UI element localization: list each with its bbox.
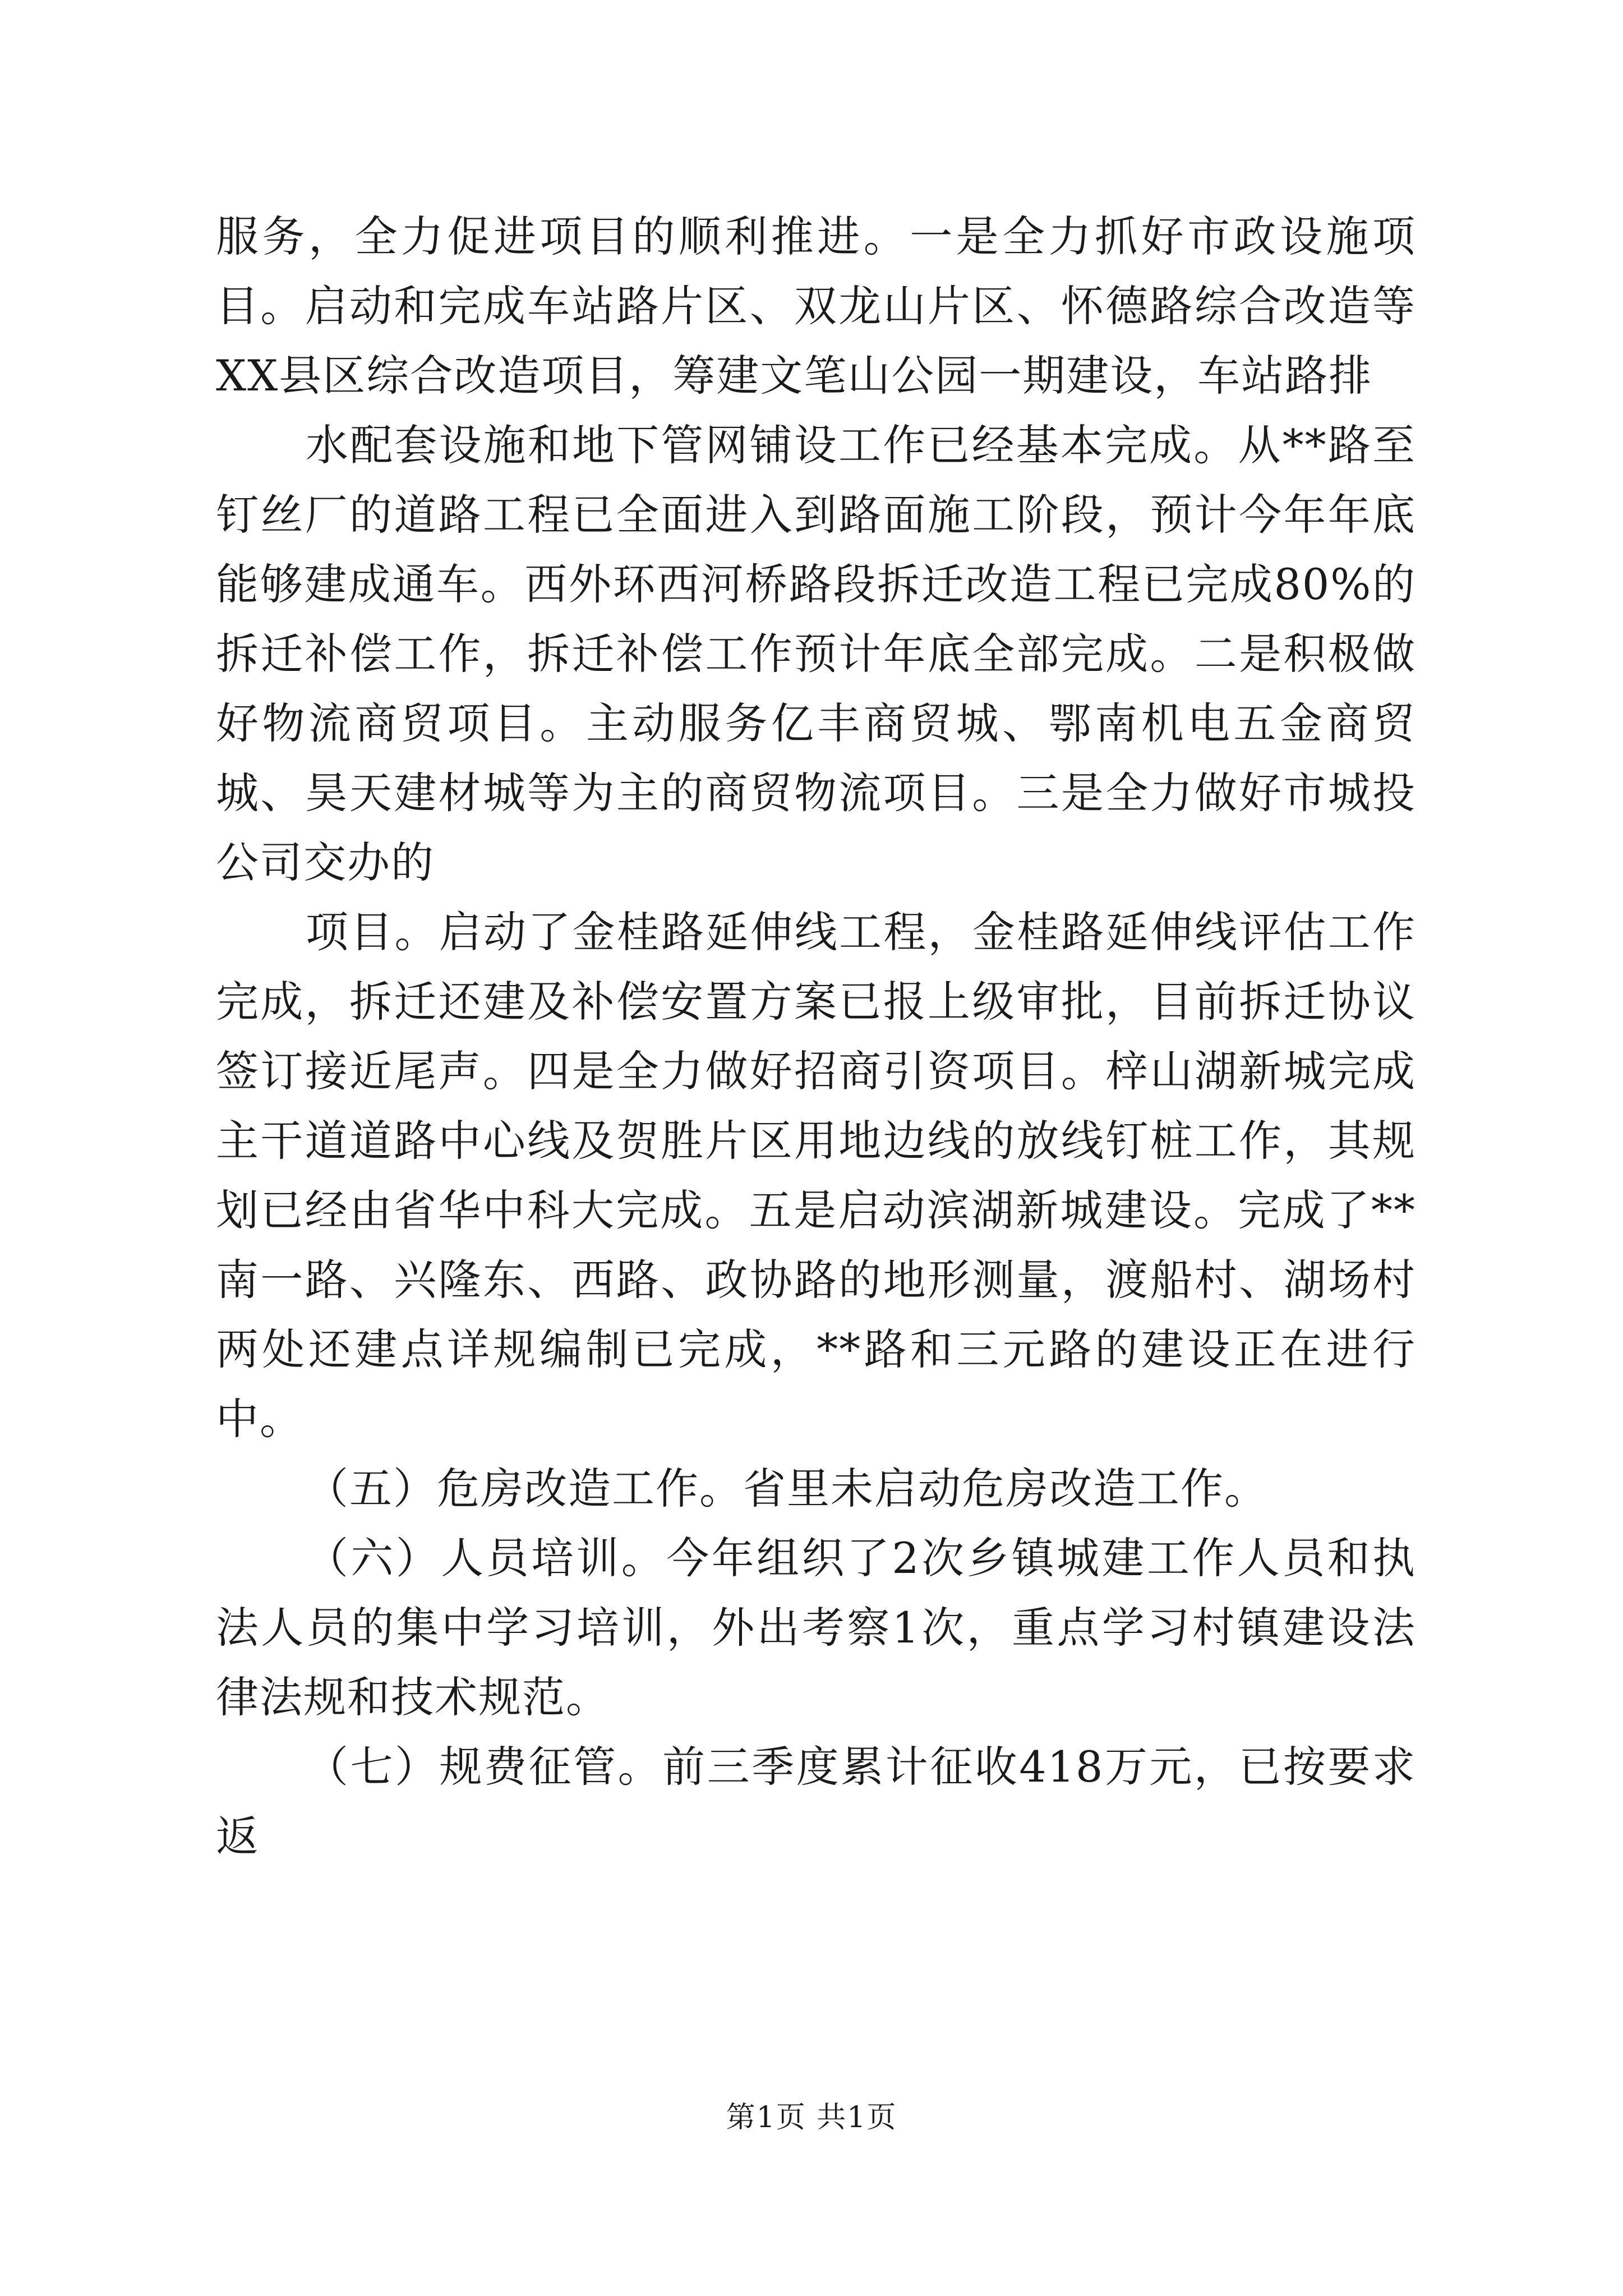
- paragraph-5: （六）人员培训。今年组织了2次乡镇城建工作人员和执法人员的集中学习培训，外出考察1次，重点学习村镇建设法律法规和技术规范。: [216, 1533, 1416, 1722]
- paragraph-4: （五）危房改造工作。省里未启动危房改造工作。: [306, 1464, 1268, 1513]
- paragraph-1: 服务，全力促进项目的顺利推进。一是全力抓好市政设施项目。启动和完成车站路片区、双龙山片区、怀德路综合改造等XX县区综合改造项目，筹建文笔山公园一期建设，车站路排: [216, 211, 1416, 401]
- paragraph-2: 水配套设施和地下管网铺设工作已经基本完成。从**路至钉丝厂的道路工程已全面进入到路面施工阶段，预计今年年底能够建成通车。西外环西河桥路段拆迁改造工程已完成80%的拆迁补偿工作，拆迁补偿工作预计年底全部完成。二是积极做好物流商贸项目。主动服务亿丰商贸城、鄂南机电五金商贸城、昊天建材城等为主的商贸物流项目。三是全力做好市城投公司交办的: [216, 420, 1416, 887]
- paragraph-6: （七）规费征管。前三季度累计征收418万元，已按要求返: [216, 1742, 1416, 1861]
- page-footer: 第1页 共1页: [726, 2101, 897, 2134]
- document-body: [216, 202, 1416, 1871]
- paragraph-3: 项目。启动了金桂路延伸线工程，金桂路延伸线评估工作完成，拆迁还建及补偿安置方案已报上级审批，目前拆迁协议签订接近尾声。四是全力做好招商引资项目。梓山湖新城完成主干道道路中心线及贺胜片区用地边线的放线钉桩工作，其规划已经由省华中科大完成。五是启动滨湖新城建设。完成了**南一路、兴隆东、西路、政协路的地形测量，渡船村、湖场村两处还建点详规编制已完成，**路和三元路的建设正在进行中。: [216, 907, 1416, 1444]
